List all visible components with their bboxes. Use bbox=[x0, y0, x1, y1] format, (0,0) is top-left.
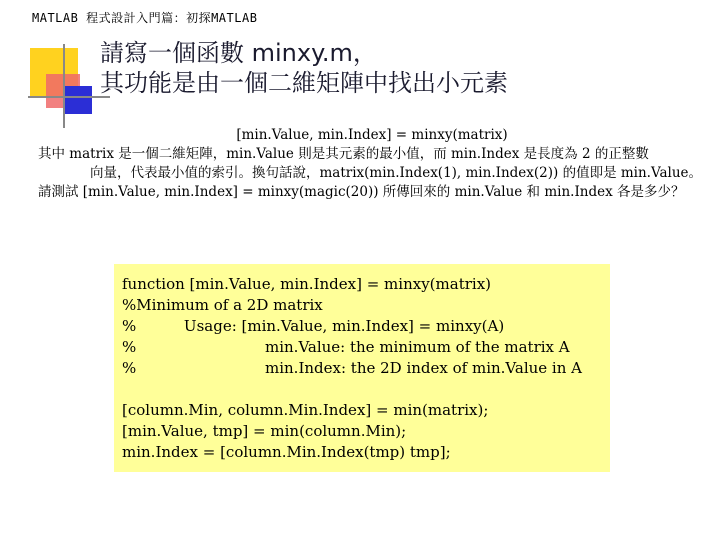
code-line-blank bbox=[122, 379, 602, 400]
function-signature: [min.Value, min.Index] = minxy(matrix) bbox=[236, 127, 508, 143]
description-line-3: 請測試 [min.Value, min.Index] = minxy(magic(20)) 所傳回來的 min.Value 和 min.Index 各是多少？ bbox=[38, 184, 685, 200]
description-line-2: 向量，代表最小值的索引。換句話說，matrix(min.Index(1), min.Index(2)) 的值即是 min.Value。 bbox=[90, 165, 703, 181]
decorative-squares-logo bbox=[0, 0, 110, 130]
code-line: min.Index = [column.Min.Index(tmp) tmp]; bbox=[122, 443, 451, 461]
code-line: % min.Index: the 2D index of min.Value in A bbox=[122, 359, 582, 377]
code-line: % Usage: [min.Value, min.Index] = minxy(A) bbox=[122, 317, 505, 335]
code-line: %Minimum of a 2D matrix bbox=[122, 296, 323, 314]
code-line: [column.Min, column.Min.Index] = min(matrix); bbox=[122, 401, 489, 419]
code-block bbox=[114, 264, 610, 472]
code-line: % min.Value: the minimum of the matrix A bbox=[122, 338, 570, 356]
title-line-2: 其功能是由一個二維矩陣中找出小元素 bbox=[100, 69, 508, 97]
title-line-1: 請寫一個函數 minxy.m， bbox=[100, 39, 377, 67]
blue-square bbox=[64, 86, 92, 114]
vertical-divider bbox=[63, 44, 65, 128]
slide-title bbox=[100, 38, 508, 98]
code-line: function [min.Value, min.Index] = minxy(matrix) bbox=[122, 275, 492, 293]
problem-description bbox=[0, 126, 720, 202]
code-line: [min.Value, tmp] = min(column.Min); bbox=[122, 422, 407, 440]
slide-header: MATLAB 程式設計入門篇：初探MATLAB bbox=[32, 11, 258, 25]
horizontal-divider bbox=[28, 96, 110, 98]
description-line-1: 其中 matrix 是一個二維矩陣，min.Value 則是其元素的最小值，而 min.Index 是長度為 2 的正整數 bbox=[38, 146, 649, 162]
